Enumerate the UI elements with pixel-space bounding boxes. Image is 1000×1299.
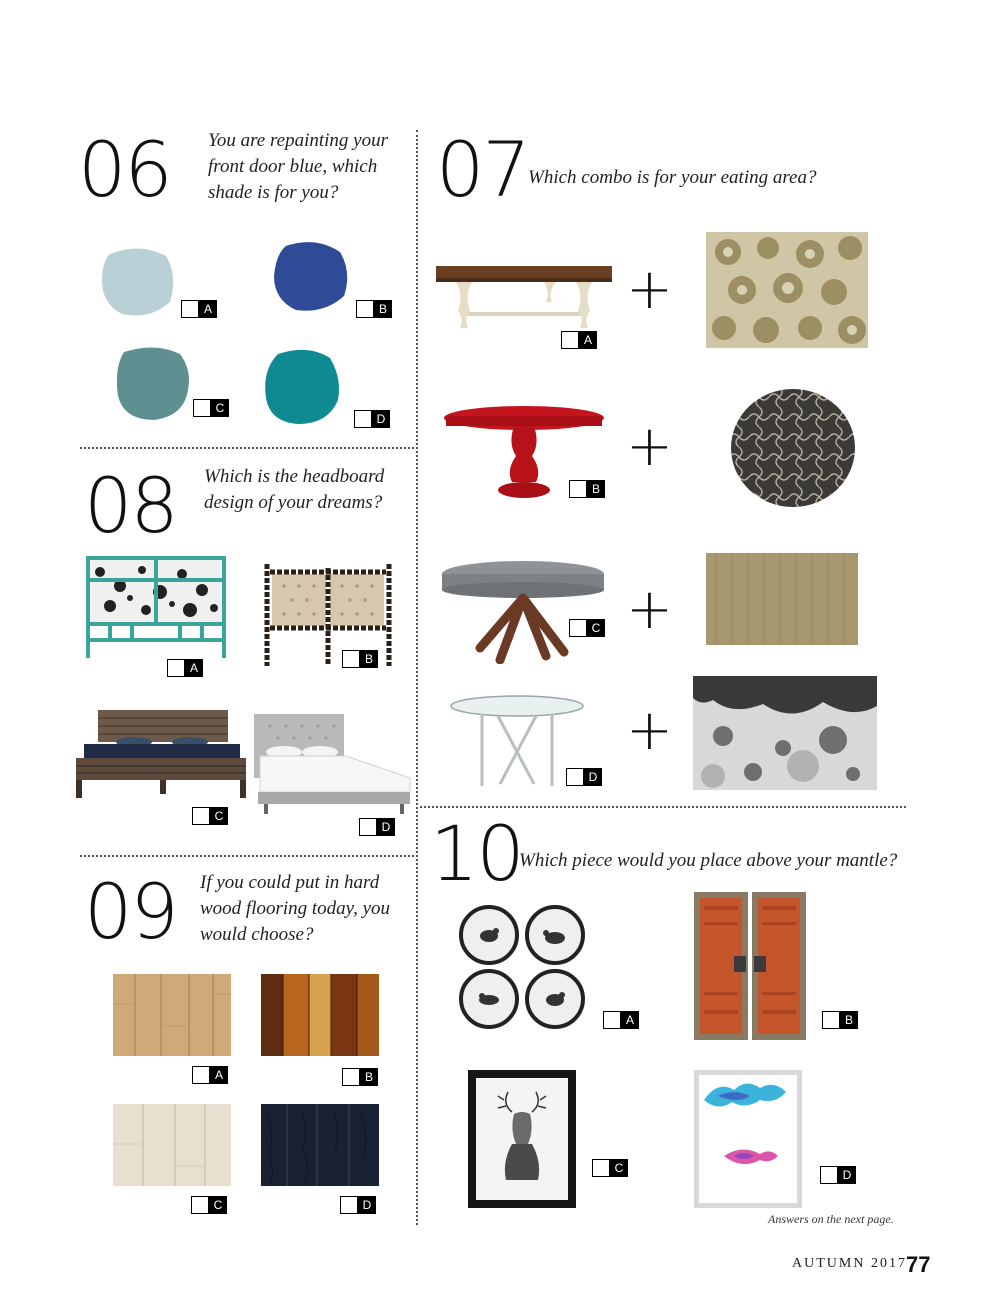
paint-swatch-c	[114, 346, 192, 422]
q10-option-c-checkbox[interactable]	[592, 1159, 628, 1177]
q06-option-c-checkbox[interactable]	[193, 399, 229, 417]
plus-sign-b: +	[626, 414, 673, 479]
section-divider-06-08	[80, 447, 414, 449]
option-letter: D	[372, 410, 390, 428]
checkbox-box[interactable]	[822, 1011, 840, 1029]
whitewashed-oak-flooring-image	[113, 1104, 231, 1186]
checkbox-box[interactable]	[193, 399, 211, 417]
option-letter: A	[579, 331, 597, 349]
paint-swatch-b	[272, 240, 352, 314]
abstract-watercolor-rug-image	[693, 676, 877, 790]
plus-sign-a: +	[626, 257, 673, 322]
concrete-round-table-image	[440, 560, 606, 664]
round-trellis-rug-image	[729, 387, 857, 509]
option-letter: B	[840, 1011, 858, 1029]
checkbox-box[interactable]	[603, 1011, 621, 1029]
question-number-09: 09	[84, 867, 177, 956]
option-letter: B	[360, 650, 378, 668]
grey-upholstered-bed-image	[250, 712, 412, 816]
q09-option-d-checkbox[interactable]	[340, 1196, 376, 1214]
option-letter: A	[199, 300, 217, 318]
option-letter: C	[211, 399, 229, 417]
option-letter: D	[377, 818, 395, 836]
q06-option-d-checkbox[interactable]	[354, 410, 390, 428]
swatch-blob-c	[117, 347, 189, 420]
checkbox-box[interactable]	[192, 1066, 210, 1084]
q07-option-c-checkbox[interactable]	[569, 619, 605, 637]
checkbox-box[interactable]	[340, 1196, 358, 1214]
option-letter: B	[360, 1068, 378, 1086]
q09-option-c-checkbox[interactable]	[191, 1196, 227, 1214]
q10-option-b-checkbox[interactable]	[822, 1011, 858, 1029]
teal-bamboo-headboard-image	[86, 556, 226, 658]
question-number-06: 06	[78, 125, 171, 214]
issue-label: AUTUMN 2017	[792, 1256, 907, 1271]
q07-option-d-checkbox[interactable]	[566, 768, 602, 786]
option-letter: D	[838, 1166, 856, 1184]
q07-option-b-checkbox[interactable]	[569, 480, 605, 498]
black-stained-flooring-image	[261, 1104, 379, 1186]
option-letter: C	[210, 807, 228, 825]
checkbox-box[interactable]	[192, 807, 210, 825]
checkbox-box[interactable]	[342, 1068, 360, 1086]
reclaimed-wood-bed-image	[74, 710, 248, 800]
paint-swatch-a	[100, 246, 178, 318]
checkbox-box[interactable]	[592, 1159, 610, 1177]
question-text-09: If you could put in hard wood flooring today, you would choose?	[200, 872, 390, 945]
option-letter: A	[621, 1011, 639, 1029]
q09-option-a-checkbox[interactable]	[192, 1066, 228, 1084]
question-text-07: Which combo is for your eating area?	[528, 167, 817, 188]
question-text-10: Which piece would you place above your mantle?	[519, 850, 898, 871]
checkbox-box[interactable]	[181, 300, 199, 318]
q08-option-a-checkbox[interactable]	[167, 659, 203, 677]
acacia-flooring-image	[261, 974, 379, 1056]
question-text-06: You are repainting your front door blue, which shade is for you?	[208, 130, 388, 203]
option-letter: A	[185, 659, 203, 677]
bird-plates-art-image	[458, 904, 588, 1030]
swatch-blob-a	[102, 248, 173, 315]
section-divider-07-10	[420, 806, 906, 808]
section-divider-08-09	[80, 855, 414, 857]
swatch-blob-b	[274, 242, 347, 311]
q10-option-a-checkbox[interactable]	[603, 1011, 639, 1029]
option-letter: A	[210, 1066, 228, 1084]
question-text-08: Which is the headboard design of your dreams?	[204, 466, 385, 513]
checkbox-box[interactable]	[569, 480, 587, 498]
question-number-07: 07	[436, 125, 529, 214]
q06-option-a-checkbox[interactable]	[181, 300, 217, 318]
sisal-rug-image	[706, 553, 858, 645]
q06-option-b-checkbox[interactable]	[356, 300, 392, 318]
deer-sketch-art-image	[468, 1070, 576, 1208]
checkbox-box[interactable]	[359, 818, 377, 836]
watercolor-fish-art-image	[694, 1070, 802, 1208]
plus-sign-c: +	[626, 577, 673, 642]
column-divider	[416, 130, 418, 1225]
paint-swatch-d	[262, 348, 342, 426]
option-letter: C	[610, 1159, 628, 1177]
q08-option-d-checkbox[interactable]	[359, 818, 395, 836]
q09-option-b-checkbox[interactable]	[342, 1068, 378, 1086]
option-letter: C	[209, 1196, 227, 1214]
checkbox-box[interactable]	[561, 331, 579, 349]
red-door-panels-art-image	[694, 892, 806, 1040]
q08-option-c-checkbox[interactable]	[192, 807, 228, 825]
natural-oak-flooring-image	[113, 974, 231, 1056]
checkbox-box[interactable]	[167, 659, 185, 677]
option-letter: B	[587, 480, 605, 498]
option-letter: D	[358, 1196, 376, 1214]
q10-option-d-checkbox[interactable]	[820, 1166, 856, 1184]
option-letter: D	[584, 768, 602, 786]
checkbox-box[interactable]	[356, 300, 374, 318]
question-number-10: 10	[430, 809, 523, 898]
question-number-08: 08	[84, 461, 177, 550]
checkbox-box[interactable]	[354, 410, 372, 428]
farmhouse-dining-table-image	[434, 262, 614, 330]
swatch-blob-d	[265, 350, 339, 424]
q08-option-b-checkbox[interactable]	[342, 650, 378, 668]
checkbox-box[interactable]	[566, 768, 584, 786]
plus-sign-d: +	[626, 698, 673, 763]
floral-medallion-rug-image	[706, 232, 868, 348]
option-letter: C	[587, 619, 605, 637]
option-letter: B	[374, 300, 392, 318]
checkbox-box[interactable]	[820, 1166, 838, 1184]
checkbox-box[interactable]	[342, 650, 360, 668]
q07-option-a-checkbox[interactable]	[561, 331, 597, 349]
checkbox-box[interactable]	[191, 1196, 209, 1214]
answers-note: Answers on the next page.	[768, 1212, 894, 1226]
page-number: 77	[906, 1252, 931, 1277]
checkbox-box[interactable]	[569, 619, 587, 637]
